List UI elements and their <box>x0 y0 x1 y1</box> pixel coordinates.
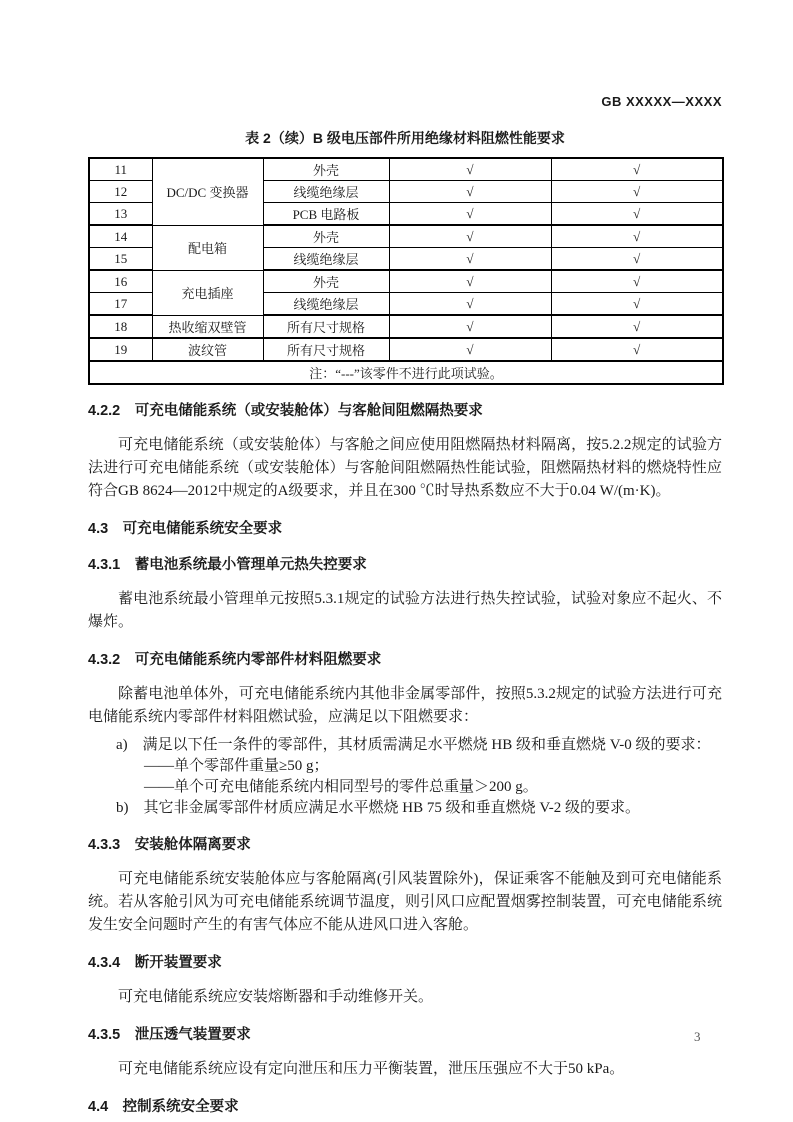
section-4-3-1 <box>88 555 722 634</box>
check-cell: √ <box>551 293 723 316</box>
component-cell: 充电插座 <box>152 270 263 315</box>
section-4-3-2 <box>88 650 722 819</box>
row-no: 11 <box>89 158 152 181</box>
section-4-2-2 <box>88 401 722 503</box>
section-paragraph: 除蓄电池单体外，可充电储能系统内其他非金属零部件，按照5.3.2规定的试验方法进行可充电储能系统内零部件材料阻燃试验，应满足以下阻燃要求： <box>88 686 722 725</box>
section-paragraph: 可充电储能系统（或安装舱体）与客舱之间应使用阻燃隔热材料隔离，按5.2.2规定的试验方法进行可充电储能系统（或安装舱体）与客舱间阻燃隔热性能试验，阻燃隔热材料的燃烧特性应符合GB 8624—2012中规定的A级要求，并且在300 ℃时导热系数应不大于0.04 W/(m·K)。 <box>88 437 722 499</box>
section-heading: 4.3.2 可充电储能系统内零部件材料阻燃要求 <box>88 652 382 668</box>
section-heading: 4.3.5 泄压透气装置要求 <box>88 1027 251 1043</box>
section-heading: 4.3.1 蓄电池系统最小管理单元热失控要求 <box>88 557 367 573</box>
check-cell: √ <box>551 181 723 203</box>
check-cell: √ <box>389 181 551 203</box>
check-cell: √ <box>551 270 723 293</box>
section-paragraph: 可充电储能系统应设有定向泄压和压力平衡装置，泄压压强应不大于50 kPa。 <box>118 1061 625 1077</box>
check-cell: √ <box>389 270 551 293</box>
component-cell: DC/DC 变换器 <box>152 158 263 225</box>
row-no: 15 <box>89 248 152 271</box>
check-cell: √ <box>551 338 723 361</box>
list-item: a) 满足以下任一条件的零部件，其材质需满足水平燃烧 HB 级和垂直燃烧 V-0 级的要求： <box>116 737 711 753</box>
standard-code-header: GB XXXXX—XXXX <box>601 94 722 109</box>
table-row <box>89 315 723 338</box>
section-4-3-3 <box>88 835 722 937</box>
check-cell: √ <box>551 158 723 181</box>
section-paragraph: 蓄电池系统最小管理单元按照5.3.1规定的试验方法进行热失控试验，试验对象应不起火、不爆炸。 <box>88 591 722 630</box>
section-heading: 4.3 可充电储能系统安全要求 <box>88 521 283 537</box>
table-row <box>89 338 723 361</box>
check-cell: √ <box>551 315 723 338</box>
component-cell: 波纹管 <box>152 338 263 361</box>
section-4-3 <box>88 519 722 539</box>
section-heading: 4.2.2 可充电储能系统（或安装舱体）与客舱间阻燃隔热要求 <box>88 403 483 419</box>
component-cell: 配电箱 <box>152 225 263 270</box>
row-no: 17 <box>89 293 152 316</box>
check-cell: √ <box>389 248 551 271</box>
check-cell: √ <box>551 203 723 226</box>
part-cell: 外壳 <box>263 225 389 248</box>
row-no: 13 <box>89 203 152 226</box>
list-item: ——单个可充电储能系统内相同型号的零件总重量＞200 g。 <box>144 779 538 795</box>
page-number: 3 <box>694 1029 701 1044</box>
check-cell: √ <box>389 225 551 248</box>
list-item: ——单个零部件重量≥50 g； <box>144 758 329 774</box>
part-cell: 线缆绝缘层 <box>263 293 389 316</box>
check-cell: √ <box>389 158 551 181</box>
table-row <box>89 225 723 248</box>
table-note: 注：“---”该零件不进行此项试验。 <box>89 361 723 384</box>
row-no: 19 <box>89 338 152 361</box>
table-row <box>89 270 723 293</box>
part-cell: PCB 电路板 <box>263 203 389 226</box>
check-cell: √ <box>389 315 551 338</box>
section-heading: 4.4 控制系统安全要求 <box>88 1099 239 1115</box>
part-cell: 线缆绝缘层 <box>263 181 389 203</box>
check-cell: √ <box>551 225 723 248</box>
table-note-row <box>89 361 723 384</box>
body-sections <box>88 401 722 1117</box>
check-cell: √ <box>389 338 551 361</box>
section-paragraph: 可充电储能系统安装舱体应与客舱隔离(引风装置除外)，保证乘客不能触及到可充电储能系统。若从客舱引风为可充电储能系统调节温度，则引风口应配置烟雾控制装置，可充电储能系统发生安全问题时产生的有害气体应不能从进风口进入客舱。 <box>88 871 722 933</box>
section-4-3-5 <box>88 1025 722 1081</box>
section-heading: 4.3.4 断开装置要求 <box>88 955 222 971</box>
check-cell: √ <box>389 203 551 226</box>
part-cell: 外壳 <box>263 270 389 293</box>
row-no: 16 <box>89 270 152 293</box>
list-item: b) 其它非金属零部件材质应满足水平燃烧 HB 75 级和垂直燃烧 V-2 级的要求。 <box>116 800 641 816</box>
section-4-4 <box>88 1097 722 1117</box>
row-no: 18 <box>89 315 152 338</box>
check-cell: √ <box>389 293 551 316</box>
section-4-3-4 <box>88 953 722 1009</box>
part-cell: 线缆绝缘层 <box>263 248 389 271</box>
section-paragraph: 可充电储能系统应安装熔断器和手动维修开关。 <box>118 989 434 1005</box>
row-no: 14 <box>89 225 152 248</box>
row-no: 12 <box>89 181 152 203</box>
table-row <box>89 158 723 181</box>
part-cell: 外壳 <box>263 158 389 181</box>
part-cell: 所有尺寸规格 <box>263 315 389 338</box>
component-cell: 热收缩双壁管 <box>152 315 263 338</box>
section-heading: 4.3.3 安装舱体隔离要求 <box>88 837 251 853</box>
part-cell: 所有尺寸规格 <box>263 338 389 361</box>
check-cell: √ <box>551 248 723 271</box>
flammability-table <box>88 157 724 385</box>
table-title: 表 2（续）B 级电压部件所用绝缘材料阻燃性能要求 <box>245 130 565 146</box>
